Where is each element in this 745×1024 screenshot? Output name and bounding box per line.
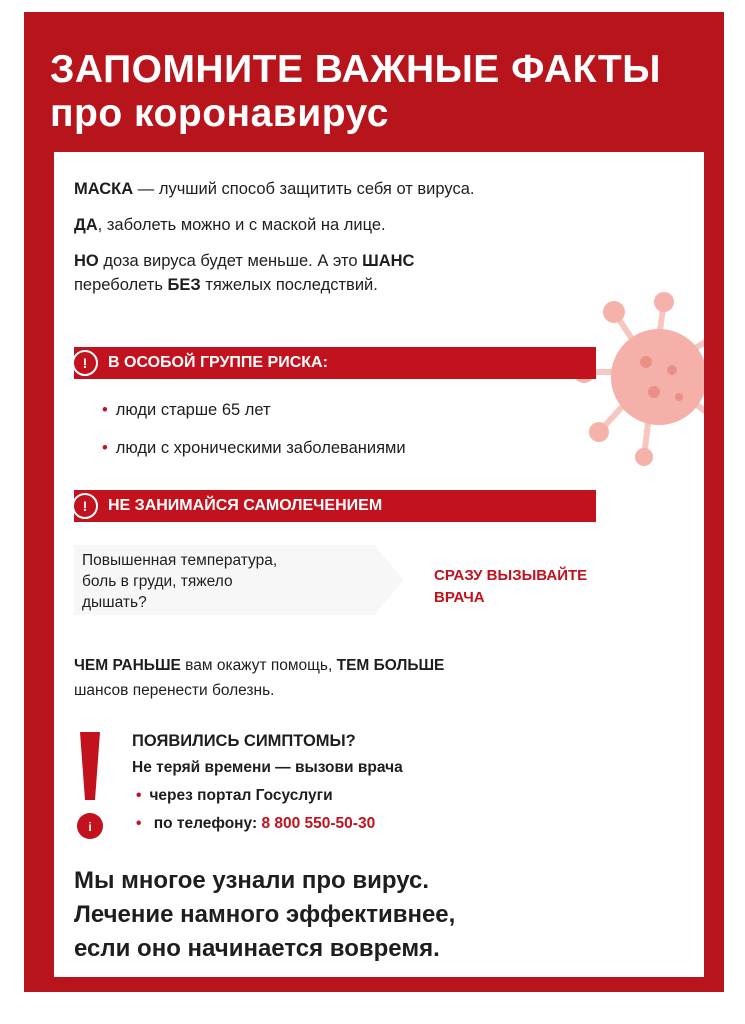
fact-mask-text: — лучший способ защитить себя от вируса.: [133, 180, 475, 198]
exclamation-icon: !: [72, 493, 98, 519]
final-line-2: Лечение намного эффективнее,: [74, 901, 456, 928]
earlier-bold-1: ЧЕМ РАНЬШЕ: [74, 657, 181, 674]
phone-number: 8 800 550-50-30: [261, 815, 376, 832]
fact-line4-a: переболеть: [74, 276, 168, 294]
earlier-line-2: шансов перенести болезнь.: [74, 682, 275, 699]
self-treatment-bar: [74, 490, 596, 522]
call-line-2: ВРАЧА: [434, 589, 485, 606]
risk-group-bar: [74, 347, 596, 379]
call-doctor: [434, 565, 587, 609]
fact-but-bold: НО: [74, 252, 99, 270]
fact-without: [74, 274, 378, 297]
symptoms-line-3: дышать?: [82, 594, 147, 611]
symptoms-title: ПОЯВИЛИСЬ СИМПТОМЫ?: [132, 732, 356, 750]
earlier-line-1: [74, 654, 444, 677]
risk-item-1: • люди старше 65 лет: [102, 399, 271, 422]
exclamation-icon: [76, 732, 104, 842]
symptoms-line-1: Повышенная температура,: [82, 552, 278, 569]
content-panel: [54, 152, 704, 977]
earlier-text-1: вам окажут помощь,: [180, 657, 337, 674]
fact-line4-b: тяжелых последствий.: [200, 276, 378, 294]
risk-group-title: В ОСОБОЙ ГРУППЕ РИСКА:: [108, 354, 328, 371]
fact-without-bold: БЕЗ: [167, 276, 201, 294]
symptoms-item-portal: • через портал Госуслуги: [136, 784, 333, 807]
final-line-3: если оно начинается вовремя.: [74, 935, 440, 962]
risk-item-2: • люди с хроническими заболеваниями: [102, 437, 406, 460]
exclamation-icon: !: [72, 350, 98, 376]
fact-yes-bold: ДА: [74, 216, 98, 234]
fact-mask: [74, 178, 474, 201]
title-line-2: про коронавирус: [50, 92, 389, 135]
svg-text:i: i: [88, 820, 92, 834]
earlier-bold-2: ТЕМ БОЛЬШЕ: [336, 657, 445, 674]
fact-but: [74, 250, 414, 273]
symptoms-subtitle: Не теряй времени — вызови врача: [132, 759, 403, 776]
final-line-1: Мы многое узнали про вирус.: [74, 867, 429, 894]
fact-yes-text: , заболеть можно и с маской на лице.: [97, 216, 386, 234]
symptoms-question: [82, 550, 277, 613]
call-line-1: СРАЗУ ВЫЗЫВАЙТЕ: [434, 567, 588, 584]
symptoms-line-2: боль в груди, тяжело: [82, 573, 233, 590]
title-line-1: ЗАПОМНИТЕ ВАЖНЫЕ ФАКТЫ: [50, 48, 661, 91]
phone-prefix: по телефону:: [153, 815, 262, 832]
final-statement: [74, 864, 694, 966]
fact-mask-bold: МАСКА: [74, 180, 134, 198]
fact-chance-bold: ШАНС: [362, 252, 415, 270]
page-title: [50, 48, 710, 136]
fact-yes: [74, 214, 386, 237]
fact-but-text: доза вируса будет меньше. А это: [98, 252, 363, 270]
poster: [24, 12, 724, 992]
self-treatment-title: НЕ ЗАНИМАЙСЯ САМОЛЕЧЕНИЕМ: [108, 497, 383, 514]
symptoms-item-phone: [136, 812, 375, 835]
